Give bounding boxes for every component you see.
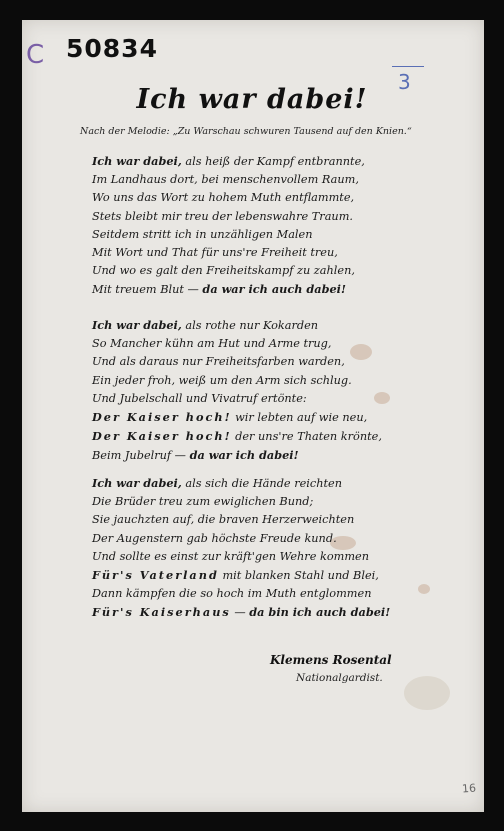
- verse-line: [92, 566, 390, 585]
- verse-line: [92, 511, 390, 529]
- verse-text: als sich die Hände reichten: [181, 477, 343, 490]
- verse-text: Mit treuem Blut —: [92, 283, 203, 297]
- verse-line: [92, 548, 390, 566]
- verse-lead: Für's Kaiserhaus: [92, 605, 231, 620]
- verse-text: Der Augenstern gab höchste Freude kund.: [92, 531, 337, 545]
- stanza-1: [92, 152, 365, 300]
- verse-line: [92, 474, 390, 493]
- verse-line: [92, 244, 365, 262]
- verse-text: Und Jubelschall und Vivatruf ertönte:: [92, 391, 307, 405]
- verse-text: Im Landhaus dort, bei menschenvollem Raum,: [92, 173, 359, 187]
- verse-line: [92, 226, 365, 244]
- verse-text: der uns're Thaten krönte,: [231, 430, 382, 444]
- stain: [418, 584, 430, 594]
- verse-text: Die Brüder treu zum ewiglichen Bund;: [92, 495, 314, 509]
- verse-line: [92, 446, 382, 465]
- verse-line: [92, 262, 365, 280]
- verse-text: als heiß der Kampf entbrannte,: [181, 155, 365, 168]
- verse-text: Dann kämpfen die so hoch im Muth entglommen: [92, 587, 372, 601]
- verse-refrain: da war ich auch dabei!: [202, 282, 346, 297]
- verse-text: Seitdem stritt ich in unzähligen Malen: [92, 227, 313, 241]
- verse-lead: Für's Vaterland: [92, 568, 219, 583]
- pencil-note: 16: [461, 781, 477, 796]
- stanza-2: [92, 316, 382, 466]
- verse-line: [92, 427, 382, 446]
- verse-text: mit blanken Stahl und Blei,: [218, 569, 379, 583]
- verse-text: So Mancher kühn am Hut und Arme trug,: [92, 337, 332, 351]
- catalog-number: 50834: [66, 34, 158, 63]
- verse-line: [92, 280, 365, 299]
- verse-lead: Ich war dabei,: [92, 476, 182, 490]
- verse-line: [92, 530, 390, 548]
- verse-text: wir lebten auf wie neu,: [231, 411, 368, 425]
- verse-line: [92, 390, 382, 408]
- verse-line: [92, 603, 390, 622]
- poem-title: Ich war dabei!: [136, 84, 368, 115]
- verse-text: —: [230, 606, 250, 620]
- verse-text: Ein jeder froh, weiß um den Arm sich schlug.: [92, 373, 352, 387]
- verse-line: [92, 408, 382, 427]
- verse-text: Beim Jubelruf —: [92, 449, 190, 463]
- verse-lead: Der Kaiser hoch!: [92, 429, 232, 444]
- stanza-3: [92, 474, 390, 623]
- melody-note: Nach der Melodie: „Zu Warschau schwuren Tausend auf den Knien.“: [80, 126, 412, 137]
- verse-refrain: da war ich dabei!: [189, 448, 299, 463]
- verse-text: Stets bleibt mir treu der lebenswahre Traum.: [92, 209, 354, 223]
- verse-text: Und sollte es einst zur kräft'gen Wehre kommen: [92, 549, 370, 563]
- verse-refrain: da bin ich auch dabei!: [249, 605, 391, 620]
- author-role: Nationalgardist.: [296, 672, 383, 684]
- verse-text: als rothe nur Kokarden: [181, 319, 319, 332]
- verse-text: Wo uns das Wort zu hohem Muth entflammte,: [92, 191, 355, 205]
- library-stamp: C: [26, 40, 45, 70]
- stain: [404, 676, 450, 710]
- handwritten-mark: 3: [398, 70, 411, 94]
- verse-line: [92, 152, 365, 171]
- verse-line: [92, 208, 365, 226]
- verse-line: [92, 493, 390, 511]
- author-name: Klemens Rosental: [270, 653, 392, 667]
- verse-line: [92, 189, 365, 207]
- verse-line: [92, 585, 390, 603]
- verse-line: [92, 316, 382, 335]
- verse-line: [92, 372, 382, 390]
- verse-line: [92, 335, 382, 353]
- verse-line: [92, 171, 365, 189]
- verse-lead: Ich war dabei,: [92, 318, 182, 332]
- verse-text: Sie jauchzten auf, die braven Herzerweichten: [92, 513, 355, 527]
- verse-text: Und wo es galt den Freiheitskampf zu zahlen,: [92, 264, 355, 278]
- verse-text: Mit Wort und That für uns're Freiheit treu,: [92, 246, 338, 260]
- verse-line: [92, 353, 382, 371]
- verse-text: Und als daraus nur Freiheitsfarben warden,: [92, 355, 345, 369]
- verse-lead: Der Kaiser hoch!: [92, 410, 232, 425]
- verse-lead: Ich war dabei,: [92, 154, 182, 168]
- handwritten-underline: [392, 66, 424, 67]
